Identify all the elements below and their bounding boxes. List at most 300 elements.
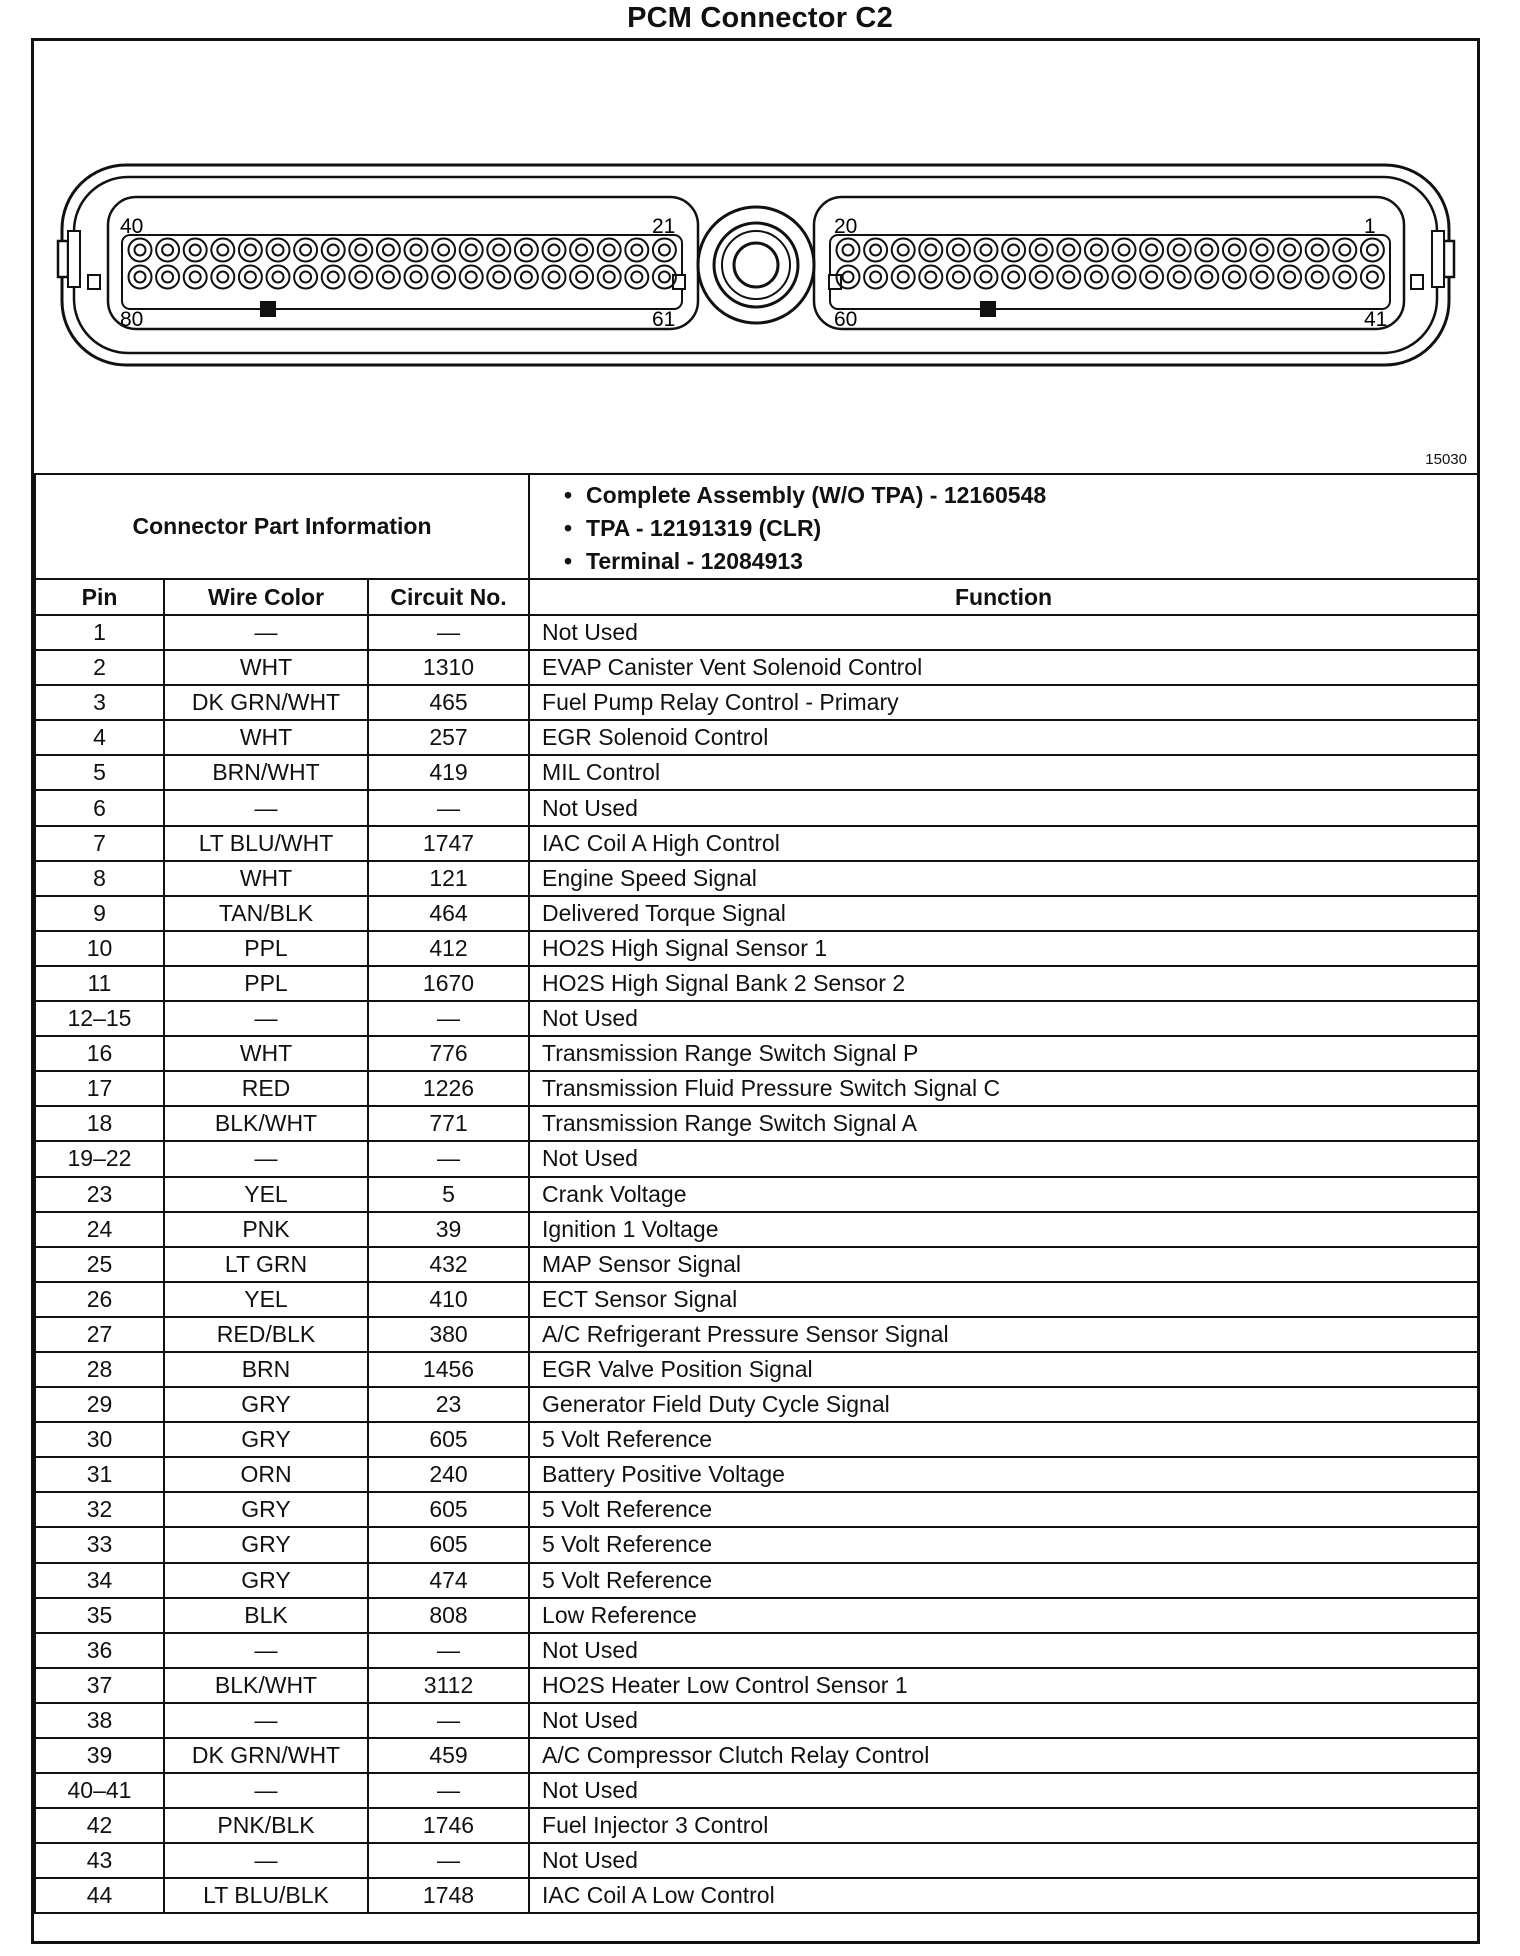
pin-contact <box>1367 245 1378 256</box>
label-pin-41: 41 <box>1364 308 1388 331</box>
pin-contact <box>953 245 964 256</box>
wire-color-cell: YEL <box>164 1177 368 1212</box>
pin-cavity <box>1057 239 1080 262</box>
pin-contact <box>245 245 256 256</box>
outer-right-key-square <box>1411 275 1423 289</box>
pin-contact <box>217 245 228 256</box>
table-row <box>35 685 1478 720</box>
pinout-table <box>34 473 1479 1914</box>
pin-cavity <box>322 239 345 262</box>
pin-cell: 38 <box>35 1703 164 1738</box>
center-bolt-ring-inner <box>722 231 790 299</box>
function-cell: Low Reference <box>529 1598 1478 1633</box>
pin-cavity <box>1223 239 1246 262</box>
pin-cell: 36 <box>35 1633 164 1668</box>
circuit-cell: 1456 <box>368 1352 529 1387</box>
function-cell: Transmission Fluid Pressure Switch Signal C <box>529 1071 1478 1106</box>
function-cell: Battery Positive Voltage <box>529 1457 1478 1492</box>
pin-cell: 19–22 <box>35 1141 164 1176</box>
circuit-cell: 1226 <box>368 1071 529 1106</box>
wire-color-cell: GRY <box>164 1422 368 1457</box>
pin-contact <box>411 272 422 283</box>
pin-cell: 9 <box>35 896 164 931</box>
pin-contact <box>1008 245 1019 256</box>
pin-contact <box>843 272 854 283</box>
label-pin-80: 80 <box>120 308 144 331</box>
pin-cell: 5 <box>35 755 164 790</box>
function-cell: Not Used <box>529 790 1478 825</box>
pin-contact <box>162 272 173 283</box>
column-header-circuit: Circuit No. <box>368 579 529 615</box>
pin-contact <box>843 245 854 256</box>
pin-cavity <box>864 239 887 262</box>
pin-contact <box>898 272 909 283</box>
function-cell: EGR Valve Position Signal <box>529 1352 1478 1387</box>
pin-cavity <box>211 266 234 289</box>
pin-cavity <box>947 239 970 262</box>
circuit-cell: 257 <box>368 720 529 755</box>
wire-color-cell: BLK <box>164 1598 368 1633</box>
table-row <box>35 1808 1478 1843</box>
pin-cell: 43 <box>35 1843 164 1878</box>
pin-cell: 2 <box>35 650 164 685</box>
left-latch-body <box>68 231 80 287</box>
function-cell: Crank Voltage <box>529 1177 1478 1212</box>
pin-contact <box>383 272 394 283</box>
circuit-cell: 605 <box>368 1527 529 1562</box>
circuit-cell: — <box>368 1773 529 1808</box>
function-cell: 5 Volt Reference <box>529 1563 1478 1598</box>
pin-cavity <box>570 239 593 262</box>
pin-cavity <box>129 239 152 262</box>
circuit-cell: 465 <box>368 685 529 720</box>
circuit-cell: 412 <box>368 931 529 966</box>
table-row <box>35 826 1478 861</box>
wire-color-cell: ORN <box>164 1457 368 1492</box>
function-cell: Not Used <box>529 1773 1478 1808</box>
right-polarization-mark <box>980 301 996 317</box>
pin-contact <box>1119 245 1130 256</box>
pin-cell: 23 <box>35 1177 164 1212</box>
pin-cell: 44 <box>35 1878 164 1913</box>
pin-cavity <box>1002 239 1025 262</box>
pin-cavity <box>1057 266 1080 289</box>
pin-contact <box>659 245 670 256</box>
function-cell: HO2S High Signal Bank 2 Sensor 2 <box>529 966 1478 1001</box>
wire-color-cell: YEL <box>164 1282 368 1317</box>
circuit-cell: 380 <box>368 1317 529 1352</box>
column-header-function: Function <box>529 579 1478 615</box>
pin-cavity <box>349 266 372 289</box>
pin-cell: 31 <box>35 1457 164 1492</box>
pin-contact <box>355 245 366 256</box>
pin-contact <box>1091 245 1102 256</box>
wire-color-cell: WHT <box>164 720 368 755</box>
wire-color-cell: BRN/WHT <box>164 755 368 790</box>
pin-contact <box>328 272 339 283</box>
pin-contact <box>1146 272 1157 283</box>
function-cell: A/C Compressor Clutch Relay Control <box>529 1738 1478 1773</box>
circuit-cell: 464 <box>368 896 529 931</box>
pin-cavity <box>864 266 887 289</box>
circuit-cell: 1310 <box>368 650 529 685</box>
function-cell: EVAP Canister Vent Solenoid Control <box>529 650 1478 685</box>
table-row <box>35 1563 1478 1598</box>
pin-cavity <box>1030 266 1053 289</box>
circuit-cell: 39 <box>368 1212 529 1247</box>
pin-cell: 6 <box>35 790 164 825</box>
circuit-cell: 419 <box>368 755 529 790</box>
label-pin-1: 1 <box>1364 215 1376 238</box>
pin-cavity <box>543 239 566 262</box>
pin-cell: 34 <box>35 1563 164 1598</box>
pin-contact <box>328 245 339 256</box>
pin-cell: 25 <box>35 1247 164 1282</box>
diagram-id: 15030 <box>1425 451 1467 468</box>
pin-contact <box>1257 272 1268 283</box>
table-row <box>35 861 1478 896</box>
table-row <box>35 1668 1478 1703</box>
part-info-item: • Complete Assembly (W/O TPA) - 12160548 <box>586 479 1477 512</box>
table-row <box>35 650 1478 685</box>
pin-cavity <box>129 266 152 289</box>
pin-contact <box>135 245 146 256</box>
table-row <box>35 1141 1478 1176</box>
pin-cavity <box>1168 239 1191 262</box>
pin-cavity <box>1361 239 1384 262</box>
pin-contact <box>870 272 881 283</box>
pin-cavity <box>487 266 510 289</box>
wire-color-cell: LT BLU/WHT <box>164 826 368 861</box>
wire-color-cell: — <box>164 1001 368 1036</box>
pin-cavity <box>405 239 428 262</box>
wire-color-cell: BLK/WHT <box>164 1668 368 1703</box>
pin-cavity <box>947 266 970 289</box>
table-row <box>35 1878 1478 1913</box>
left-latch-tab <box>58 241 68 277</box>
column-header-pin: Pin <box>35 579 164 615</box>
pin-cavity <box>1223 266 1246 289</box>
function-cell: HO2S High Signal Sensor 1 <box>529 931 1478 966</box>
pin-contact <box>521 272 532 283</box>
function-cell: ECT Sensor Signal <box>529 1282 1478 1317</box>
function-cell: Fuel Injector 3 Control <box>529 1808 1478 1843</box>
circuit-cell: 474 <box>368 1563 529 1598</box>
part-info-item: • TPA - 12191319 (CLR) <box>586 512 1477 545</box>
pin-cavity <box>1113 239 1136 262</box>
wire-color-cell: DK GRN/WHT <box>164 685 368 720</box>
circuit-cell: 1747 <box>368 826 529 861</box>
wire-color-cell: PNK/BLK <box>164 1808 368 1843</box>
table-row <box>35 1492 1478 1527</box>
table-row <box>35 1036 1478 1071</box>
pin-contact <box>383 245 394 256</box>
pin-cavity <box>515 266 538 289</box>
wire-color-cell: WHT <box>164 1036 368 1071</box>
function-cell: HO2S Heater Low Control Sensor 1 <box>529 1668 1478 1703</box>
table-row <box>35 1282 1478 1317</box>
pin-cell: 1 <box>35 615 164 650</box>
pin-cavity <box>975 266 998 289</box>
outer-left-key-square <box>88 275 100 289</box>
pin-cavity <box>1002 266 1025 289</box>
wire-color-cell: — <box>164 790 368 825</box>
pin-contact <box>576 272 587 283</box>
pin-cavity <box>543 266 566 289</box>
center-bolt-head <box>734 243 778 287</box>
pin-contact <box>631 245 642 256</box>
pin-cell: 8 <box>35 861 164 896</box>
pin-contact <box>466 245 477 256</box>
center-bolt-ring <box>714 223 798 307</box>
circuit-cell: 1670 <box>368 966 529 1001</box>
pin-cavity <box>1195 239 1218 262</box>
wire-color-cell: GRY <box>164 1527 368 1562</box>
pin-cavity <box>598 266 621 289</box>
pin-contact <box>1229 245 1240 256</box>
circuit-cell: 23 <box>368 1387 529 1422</box>
circuit-cell: 5 <box>368 1177 529 1212</box>
pin-cell: 17 <box>35 1071 164 1106</box>
pin-contact <box>1063 245 1074 256</box>
label-pin-61: 61 <box>652 308 676 331</box>
pin-cavity <box>570 266 593 289</box>
pin-contact <box>355 272 366 283</box>
circuit-cell: — <box>368 1703 529 1738</box>
pin-cell: 16 <box>35 1036 164 1071</box>
connector-face-drawing <box>34 41 1477 473</box>
pin-contact <box>217 272 228 283</box>
function-cell: Not Used <box>529 1843 1478 1878</box>
pin-contact <box>898 245 909 256</box>
table-row <box>35 1773 1478 1808</box>
wire-color-cell: RED <box>164 1071 368 1106</box>
pin-contact <box>1091 272 1102 283</box>
function-cell: Not Used <box>529 1141 1478 1176</box>
circuit-cell: 121 <box>368 861 529 896</box>
pin-contact <box>1174 245 1185 256</box>
function-cell: Transmission Range Switch Signal A <box>529 1106 1478 1141</box>
table-row <box>35 615 1478 650</box>
circuit-cell: 771 <box>368 1106 529 1141</box>
circuit-cell: — <box>368 615 529 650</box>
pin-cell: 39 <box>35 1738 164 1773</box>
pin-cell: 30 <box>35 1422 164 1457</box>
page-title: PCM Connector C2 <box>627 2 893 34</box>
table-row <box>35 1387 1478 1422</box>
column-header-wire-color: Wire Color <box>164 579 368 615</box>
function-cell: Transmission Range Switch Signal P <box>529 1036 1478 1071</box>
label-pin-20: 20 <box>834 215 858 238</box>
pin-contact <box>466 272 477 283</box>
pin-cavity <box>239 266 262 289</box>
part-info-row <box>35 474 1478 579</box>
pin-cell: 32 <box>35 1492 164 1527</box>
pin-contact <box>1119 272 1130 283</box>
pin-cavities <box>129 239 1384 289</box>
circuit-cell: — <box>368 790 529 825</box>
pin-cavity <box>184 239 207 262</box>
wire-color-cell: — <box>164 1633 368 1668</box>
pin-cavity <box>432 239 455 262</box>
function-cell: IAC Coil A Low Control <box>529 1878 1478 1913</box>
pin-contact <box>493 245 504 256</box>
pin-contact <box>1063 272 1074 283</box>
wire-color-cell: GRY <box>164 1492 368 1527</box>
pin-cavity <box>460 239 483 262</box>
function-cell: A/C Refrigerant Pressure Sensor Signal <box>529 1317 1478 1352</box>
pin-contact <box>1312 245 1323 256</box>
pin-contact <box>135 272 146 283</box>
wire-color-cell: GRY <box>164 1563 368 1598</box>
pin-contact <box>162 245 173 256</box>
circuit-cell: 605 <box>368 1492 529 1527</box>
circuit-cell: 776 <box>368 1036 529 1071</box>
pin-cell: 10 <box>35 931 164 966</box>
pin-cavity <box>919 239 942 262</box>
pin-cavity <box>919 266 942 289</box>
table-row <box>35 1247 1478 1282</box>
table-row <box>35 1703 1478 1738</box>
table-row <box>35 1457 1478 1492</box>
pin-contact <box>273 272 284 283</box>
pin-cell: 42 <box>35 1808 164 1843</box>
function-cell: Generator Field Duty Cycle Signal <box>529 1387 1478 1422</box>
function-cell: Fuel Pump Relay Control - Primary <box>529 685 1478 720</box>
wire-color-cell: — <box>164 1843 368 1878</box>
table-row <box>35 1106 1478 1141</box>
pin-contact <box>411 245 422 256</box>
pin-cavity <box>432 266 455 289</box>
pin-cavity <box>156 239 179 262</box>
part-info-item: • Terminal - 12084913 <box>586 545 1477 578</box>
table-row <box>35 1071 1478 1106</box>
pin-cavity <box>1361 266 1384 289</box>
wire-color-cell: GRY <box>164 1387 368 1422</box>
pin-contact <box>631 272 642 283</box>
circuit-cell: 459 <box>368 1738 529 1773</box>
pin-cavity <box>625 266 648 289</box>
pin-cavity <box>625 239 648 262</box>
circuit-cell: — <box>368 1633 529 1668</box>
part-info-list <box>530 475 1477 578</box>
pin-cavity <box>1333 239 1356 262</box>
pin-contact <box>604 245 615 256</box>
pin-contact <box>190 272 201 283</box>
circuit-cell: — <box>368 1141 529 1176</box>
function-cell: Not Used <box>529 1703 1478 1738</box>
wire-color-cell: RED/BLK <box>164 1317 368 1352</box>
wire-color-cell: TAN/BLK <box>164 896 368 931</box>
function-cell: Not Used <box>529 1001 1478 1036</box>
circuit-cell: 1748 <box>368 1878 529 1913</box>
table-row <box>35 1633 1478 1668</box>
pin-contact <box>1284 272 1295 283</box>
pin-contact <box>549 245 560 256</box>
wire-color-cell: PNK <box>164 1212 368 1247</box>
pin-cell: 4 <box>35 720 164 755</box>
pin-cavity <box>892 266 915 289</box>
pin-cell: 27 <box>35 1317 164 1352</box>
pin-contact <box>273 245 284 256</box>
circuit-cell: 605 <box>368 1422 529 1457</box>
pin-cavity <box>1251 266 1274 289</box>
pin-cavity <box>837 239 860 262</box>
function-cell: Delivered Torque Signal <box>529 896 1478 931</box>
table-row <box>35 1843 1478 1878</box>
label-pin-21: 21 <box>652 215 676 238</box>
pin-cell: 35 <box>35 1598 164 1633</box>
pin-contact <box>1201 272 1212 283</box>
pin-cavity <box>1306 266 1329 289</box>
label-pin-40: 40 <box>120 215 144 238</box>
part-info-cell <box>529 474 1478 579</box>
wire-color-cell: BLK/WHT <box>164 1106 368 1141</box>
wire-color-cell: WHT <box>164 861 368 896</box>
pin-cavity <box>1085 239 1108 262</box>
wire-color-cell: PPL <box>164 931 368 966</box>
pin-cell: 26 <box>35 1282 164 1317</box>
pin-cavity <box>1085 266 1108 289</box>
pin-cavity <box>405 266 428 289</box>
pin-cavity <box>487 239 510 262</box>
function-cell: Not Used <box>529 615 1478 650</box>
pin-cell: 33 <box>35 1527 164 1562</box>
pin-contact <box>245 272 256 283</box>
table-row <box>35 1212 1478 1247</box>
pin-cavity <box>1030 239 1053 262</box>
pin-contact <box>1146 245 1157 256</box>
pin-cavity <box>294 239 317 262</box>
table-row <box>35 1527 1478 1562</box>
function-cell: 5 Volt Reference <box>529 1422 1478 1457</box>
pin-cavity <box>156 266 179 289</box>
wire-color-cell: — <box>164 1773 368 1808</box>
table-row <box>35 1177 1478 1212</box>
wire-color-cell: DK GRN/WHT <box>164 1738 368 1773</box>
pin-contact <box>870 245 881 256</box>
pin-cavity <box>267 239 290 262</box>
pin-contact <box>1229 272 1240 283</box>
pin-contact <box>981 245 992 256</box>
wire-color-cell: — <box>164 1141 368 1176</box>
pin-contact <box>1312 272 1323 283</box>
pin-contact <box>190 245 201 256</box>
pin-cell: 7 <box>35 826 164 861</box>
pin-contact <box>981 272 992 283</box>
pin-contact <box>1367 272 1378 283</box>
pin-cell: 11 <box>35 966 164 1001</box>
pin-contact <box>1339 245 1350 256</box>
pin-contact <box>493 272 504 283</box>
pin-cavity <box>460 266 483 289</box>
table-row <box>35 1738 1478 1773</box>
pin-cavity <box>349 239 372 262</box>
pin-contact <box>1174 272 1185 283</box>
pin-cavity <box>267 266 290 289</box>
table-row <box>35 931 1478 966</box>
function-cell: 5 Volt Reference <box>529 1527 1478 1562</box>
pin-contact <box>1201 245 1212 256</box>
right-latch-body <box>1432 231 1444 287</box>
table-header-row <box>35 579 1478 615</box>
table-row <box>35 1001 1478 1036</box>
function-cell: Not Used <box>529 1633 1478 1668</box>
pin-contact <box>925 272 936 283</box>
pin-contact <box>521 245 532 256</box>
wire-color-cell: PPL <box>164 966 368 1001</box>
wire-color-cell: — <box>164 1703 368 1738</box>
